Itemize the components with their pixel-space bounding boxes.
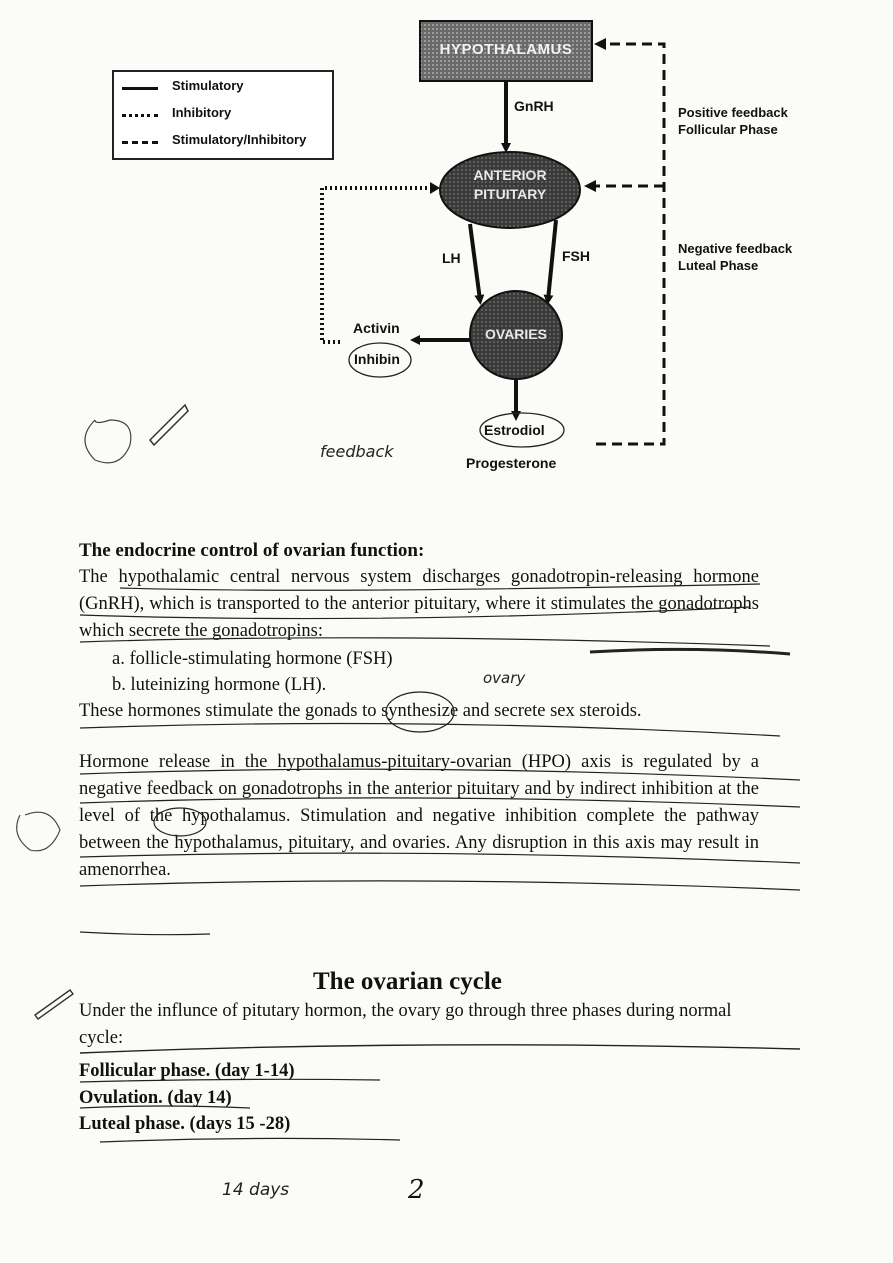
- negative-feedback-line1: Negative feedback: [678, 241, 793, 256]
- fsh-label: FSH: [562, 248, 590, 264]
- handwritten-feedback-note: feedback: [320, 442, 394, 461]
- positive-feedback-line2: Follicular Phase: [678, 122, 778, 137]
- paragraph-gonads: These hormones stimulate the gonads to synthesize and secrete sex steroids.: [79, 701, 642, 721]
- legend-stim-inhib-label: Stimulatory/Inhibitory: [172, 132, 307, 147]
- lh-label: LH: [442, 250, 461, 266]
- handwritten-days-note: 14 days: [222, 1180, 290, 1200]
- positive-feedback-note: [678, 104, 788, 138]
- ovarian-cycle-title: The ovarian cycle: [313, 968, 502, 995]
- activin-label: Activin: [353, 320, 400, 336]
- legend-dotted-line: [122, 114, 158, 117]
- phase-follicular: Follicular phase. (day 1-14): [79, 1061, 295, 1081]
- negative-feedback-note: [678, 240, 792, 274]
- phase-ovulation: Ovulation. (day 14): [79, 1088, 232, 1108]
- legend-dashed-line: [122, 141, 158, 144]
- progesterone-label: Progesterone: [466, 455, 557, 471]
- anterior-pituitary-label-1: ANTERIOR: [473, 167, 547, 183]
- anterior-pituitary-label-2: PITUITARY: [473, 186, 547, 202]
- paragraph-ovarian-intro: Under the influnce of pitutary hormon, the ovary go through three phases during normal cycle:: [79, 1001, 732, 1048]
- positive-feedback-line1: Positive feedback: [678, 105, 788, 120]
- page-number: 2: [408, 1175, 425, 1205]
- legend-stimulatory-label: Stimulatory: [172, 78, 244, 93]
- handwritten-ovary-note: ovary: [483, 669, 526, 687]
- negative-feedback-line2: Luteal Phase: [678, 258, 759, 273]
- legend-solid-line: [122, 87, 158, 90]
- inhibin-label: Inhibin: [354, 351, 400, 367]
- list-item-lh: b. luteinizing hormone (LH).: [112, 675, 327, 695]
- diagram-legend: [112, 70, 334, 160]
- hypothalamus-label: HYPOTHALAMUS: [439, 41, 573, 58]
- phase-luteal: Luteal phase. (days 15 -28): [79, 1114, 291, 1134]
- estradiol-label: Estrodiol: [484, 422, 545, 438]
- endocrine-control-heading: The endocrine control of ovarian function:: [79, 540, 425, 561]
- ovaries-label: OVARIES: [485, 326, 547, 342]
- paragraph-hpo-axis: Hormone release in the hypothalamus-pituitary-ovarian (HPO) axis is regulated by a negative feedback on gonadotrophs in the anterior pituitary and by indirect inhibition at the level of the hypothalamus. Stimulation and negative inhibition complete the pathway between the hypothalamus, pituitary, and ovaries. Any disruption in this axis may result in amenorrhea.: [79, 752, 759, 880]
- legend-inhibitory-label: Inhibitory: [172, 105, 232, 120]
- list-item-fsh: a. follicle-stimulating hormone (FSH): [112, 649, 393, 669]
- paragraph-gnrh: The hypothalamic central nervous system discharges gonadotropin-releasing hormone (GnRH), which is transported to the anterior pituitary, where it stimulates the gonadotrophs which secrete the gonadotropins:: [79, 567, 759, 641]
- gnrh-label: GnRH: [514, 98, 554, 114]
